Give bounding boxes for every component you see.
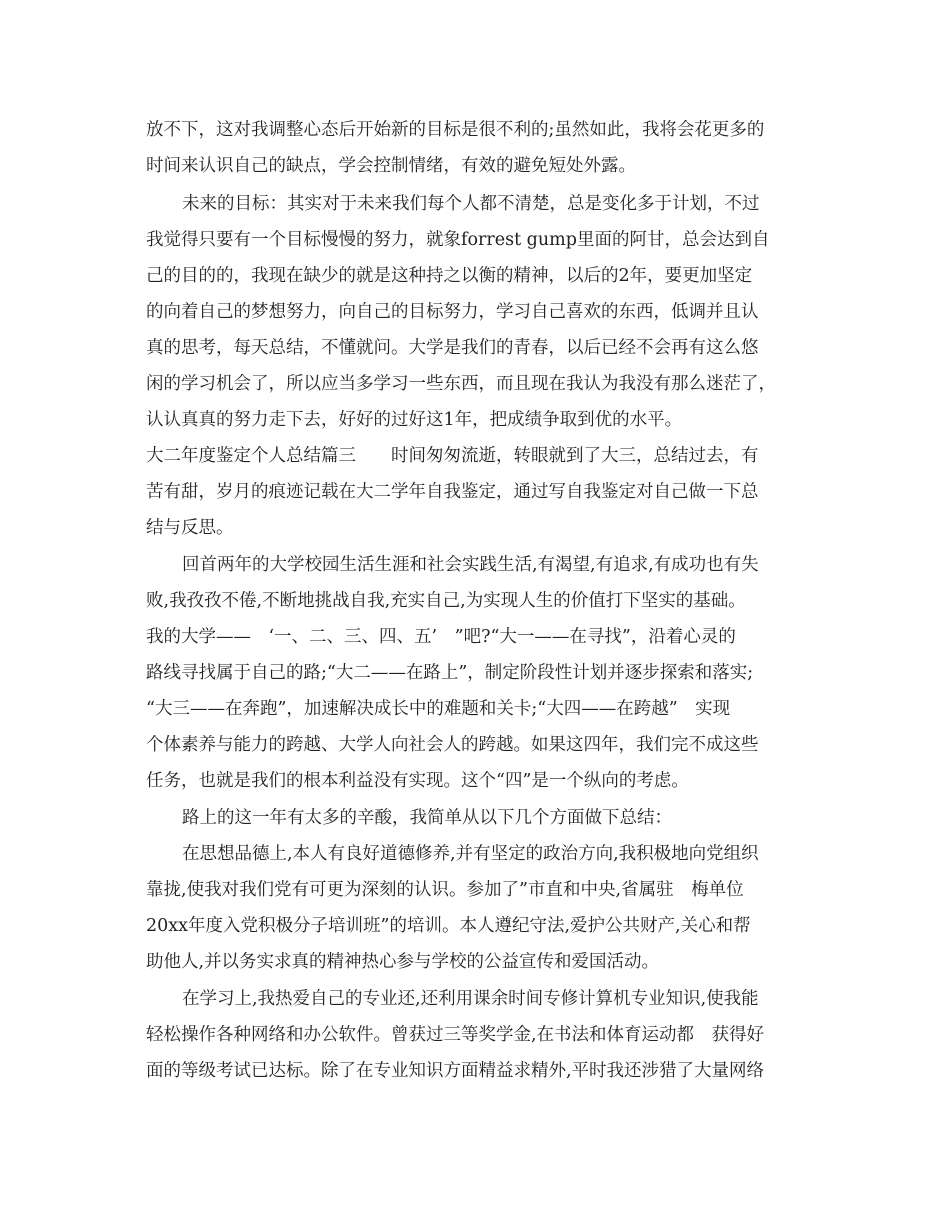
text-line: 轻松操作各种网络和办公软件。曾获过三等奖学金,在书法和体育运动都 获得好 [146,1025,765,1045]
text-line: 靠拢,使我对我们党有可更为深刻的认识。参加了”市直和中央,省属驻 梅单位 [146,880,744,900]
text-line: 苦有甜，岁月的痕迹记载在大二学年自我鉴定，通过写自我鉴定对自己做一下总 [146,482,759,502]
text-line: 助他人,并以务实求真的精神热心参与学校的公益宣传和爱国活动。 [146,952,660,972]
text-line: 个体素养与能力的跨越、大学人向社会人的跨越。如果这四年，我们完不成这些 [146,735,759,755]
paragraph-start: 路上的这一年有太多的辛酸，我简单从以下几个方面做下总结： [182,808,672,828]
text-line: 放不下，这对我调整心态后开始新的目标是很不利的;虽然如此，我将会花更多的 [146,120,765,140]
text-line: 我觉得只要有一个目标慢慢的努力，就象forrest gump里面的阿甘，总会达到自 [146,230,770,250]
text-line: 真的思考，每天总结，不懂就问。大学是我们的青春，以后已经不会再有这么悠 [146,338,759,358]
text-line: 闲的学习机会了，所以应当多学习一些东西，而且现在我认为我没有那么迷茫了， [146,374,776,394]
section-heading-line: 大二年度鉴定个人总结篇三 时间匆匆流逝，转眼就到了大三，总结过去，有 [146,446,759,466]
text-line: 结与反思。 [146,518,234,538]
text-line: 时间来认识自己的缺点，学会控制情绪，有效的避免短处外露。 [146,156,636,176]
text-line: 败,我孜孜不倦,不断地挑战自我,充实自己,为实现人生的价值打下坚实的基础。 [146,591,746,611]
text-line: 面的等级考试已达标。除了在专业知识方面精益求精外,平时我还涉猎了大量网络 [146,1061,765,1081]
paragraph-start: 回首两年的大学校园生活生涯和社会实践生活,有渴望,有追求,有成功也有失 [182,555,759,575]
text-line: 的向着自己的梦想努力，向自己的目标努力，学习自己喜欢的东西，低调并且认 [146,302,759,322]
paragraph-start: 未来的目标：其实对于未来我们每个人都不清楚，总是变化多于计划，不过 [182,194,760,214]
text-line: 路线寻找属于自己的路;“大二——在路上”，制定阶段性计划并逐步探索和落实; [146,663,754,683]
text-line: 认认真真的努力走下去，好好的过好这1年，把成绩争取到优的水平。 [146,410,683,430]
text-line: 20xx年度入党积极分子培训班”的培训。本人遵纪守法,爱护公共财产,关心和帮 [146,916,751,936]
text-line: 己的目的的，我现在缺少的就是这种持之以衡的精神，以后的2年，要更加坚定 [146,266,753,286]
paragraph-start: 在学习上,我热爱自己的专业还,还利用课余时间专修计算机专业知识,使我能 [182,989,759,1009]
text-line: “大三——在奔跑”，加速解决成长中的难题和关卡;“大四——在跨越” 实现 [146,699,731,719]
paragraph-start: 在思想品德上,本人有良好道德修养,并有坚定的政治方向,我积极地向党组织 [182,844,759,864]
text-line: 我的大学—— ‘一、二、三、四、五’ ”吧?“大一——在寻找”，沿着心灵的 [146,627,736,647]
text-line: 任务，也就是我们的根本利益没有实现。这个“四”是一个纵向的考虑。 [146,771,689,791]
